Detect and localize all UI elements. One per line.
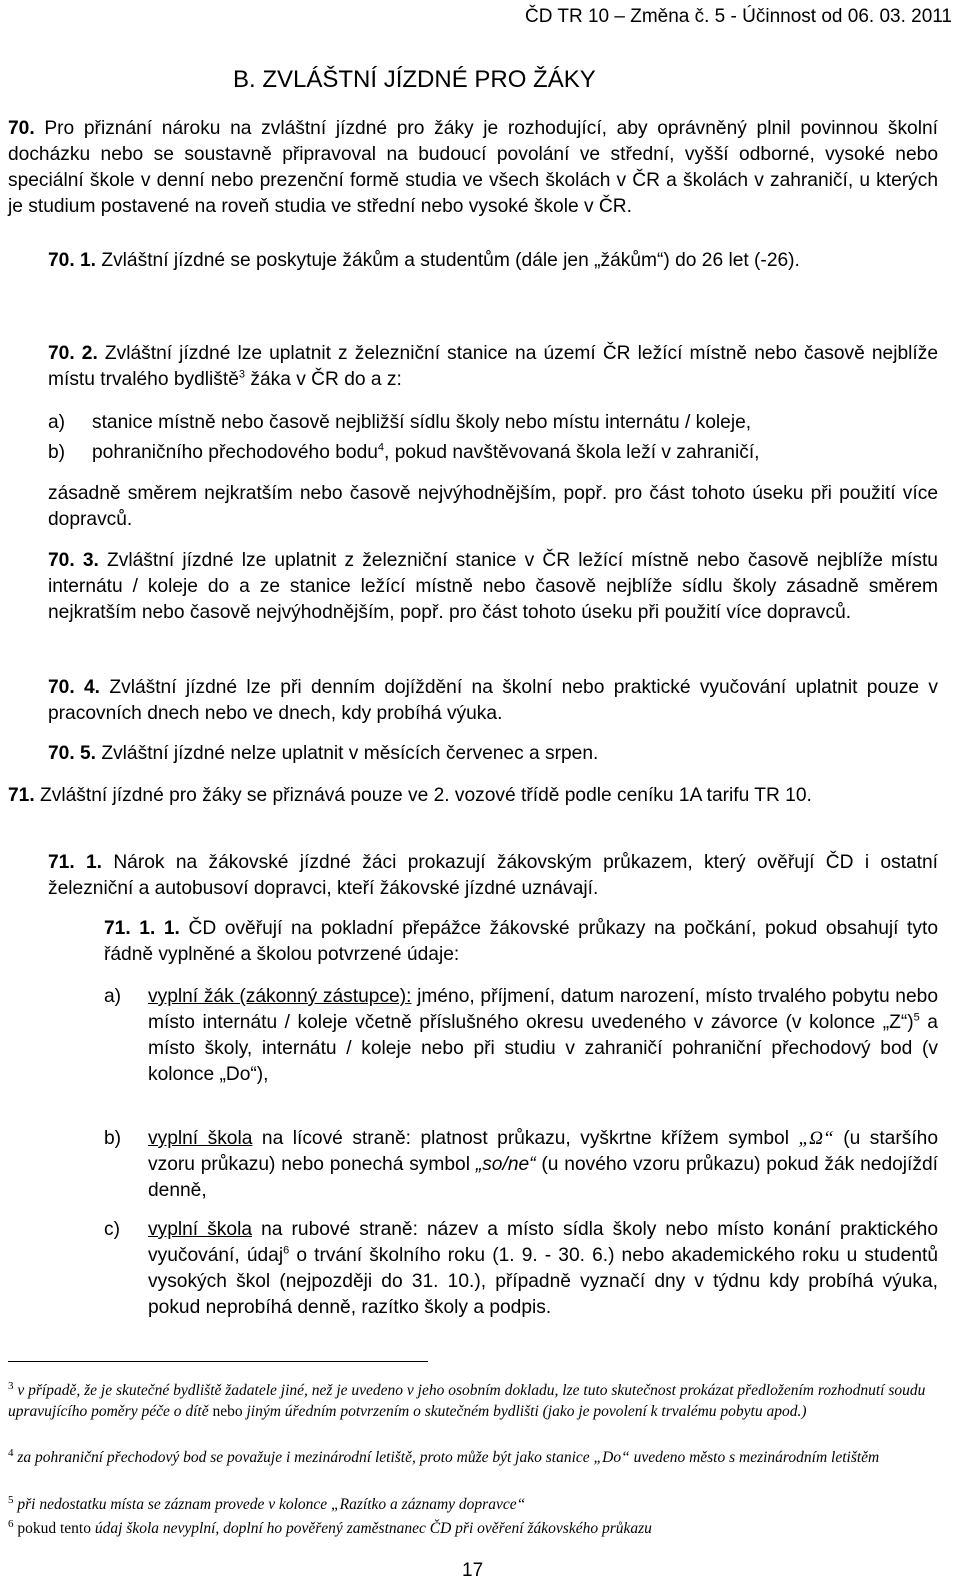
footnote-text: v případě, že je skutečné bydliště žadatele jiné, než je uvedeno v jeho osobním dokladu, lze tuto skutečnost prokázat předložením rozhodnutí soudu upravujícího poměry péče o dítě [8, 1382, 926, 1420]
omega-symbol: „Ω“ [798, 1128, 834, 1149]
footnote-divider [8, 1361, 428, 1362]
list-text: pohraničního přechodového bodu [92, 442, 378, 463]
page-number: 17 [462, 1560, 484, 1581]
footnote-ref: 6 [283, 1244, 290, 1257]
paragraph-text: Zvláštní jízdné lze při denním dojíždění na školní nebo praktické vyučování uplatnit pouze v pracovních dnech nebo ve dnech, kdy probíhá výuka. [48, 677, 938, 724]
paragraph-text: Zvláštní jízdné lze uplatnit z železniční stanice v ČR ležící místně nebo časově nejblíže místu internátu / koleje do a ze stanice ležící místně nebo časově nejblíže sídlu školy zásadně směrem nejkratším nebo časově nejvýhodnějším, popř. pro část tohoto úseku při použití více dopravců. [48, 550, 938, 623]
footnote-4 [8, 1447, 938, 1468]
footnote-3 [8, 1380, 938, 1422]
list-text: (u staršího vzoru průkazu) nebo ponechá symbol [148, 1128, 938, 1175]
paragraph-text: ČD ověřují na pokladní přepážce žákovské průkazy na počkání, pokud obsahují tyto řádně vyplněné a školou potvrzené údaje: [104, 918, 938, 965]
footnote-number: 6 [8, 1517, 14, 1530]
footnote-ref: 4 [377, 441, 385, 454]
list-label: a) [48, 412, 66, 433]
list-item-70-2-a: stanice místně nebo časově nejbližší sídlu školy nebo místu internátu / koleje, [92, 412, 752, 433]
footnote-text: při nedostatku místa se záznam provede v kolonce „Razítko a záznamy dopravce“ [13, 1496, 526, 1513]
footnote-text: nebo [212, 1403, 243, 1420]
footnote-number: 4 [8, 1446, 14, 1459]
paragraph-70-3 [48, 548, 938, 626]
paragraph-label: 70. [8, 118, 35, 139]
list-text: (u nového vzoru průkazu) pokud žák nedojíždí denně, [148, 1154, 938, 1201]
paragraph-70-1 [48, 248, 938, 274]
paragraph-text: Pro přiznání nároku na zvláštní jízdné pro žáky je rozhodující, aby oprávněný plnil povinnou školní docházku nebo se soustavně připravoval na budoucí povolání ve střední, vyšší odborné, vysoké nebo speciální škole v denní nebo prezenční formě studia ve všech školách v ČR a školách v zahraničí, u kterých je studium postavené na roveň studia ve střední nebo vysoké škole v ČR. [8, 118, 938, 217]
paragraph-70-5 [48, 741, 938, 767]
list-label: b) [48, 442, 66, 463]
list-text: jméno, příjmení, datum narození, místo trvalého pobytu nebo místo internátu / koleje včetně příslušného okresu uvedeného v závorce (v kolonce „Z“) [148, 986, 938, 1033]
paragraph-label: 70. 1. [48, 250, 97, 271]
list-item-70-2-b [92, 440, 938, 466]
list-label: c) [104, 1219, 120, 1240]
paragraph-label: 71. 1. 1. [104, 918, 180, 939]
paragraph-label: 71. 1. [48, 852, 102, 873]
list-item-71-1-1-b [148, 1126, 938, 1204]
footnote-text: jiným úředním potvrzením o skutečném bydlišti (jako je povolení k trvalému pobytu apod.) [242, 1403, 807, 1420]
footnote-text: za pohraniční přechodový bod se považuje i mezinárodní letiště, proto může být jako stanice „Do“ uvedeno město s mezinárodním letištěm [13, 1449, 880, 1466]
list-text: na rubové straně: název a místo sídla školy nebo místo konání praktického vyučování, údaj [148, 1219, 938, 1266]
footnote-ref: 3 [238, 368, 246, 381]
sone-symbol: „so/ne“ [475, 1154, 536, 1175]
paragraph-label: 70. 5. [48, 743, 97, 764]
list-heading: vyplní škola [148, 1219, 252, 1240]
paragraph-text: Zvláštní jízdné pro žáky se přiznává pouze ve 2. vozové třídě podle ceníku 1A tarifu TR 10. [40, 785, 812, 806]
paragraph-text: Zvláštní jízdné se poskytuje žákům a studentům (dále jen „žákům“) do 26 let (-26). [101, 250, 800, 271]
footnote-5 [8, 1494, 938, 1515]
paragraph-71-1-1 [104, 916, 938, 968]
list-label: b) [104, 1128, 122, 1149]
footnote-text: údaj škola nevyplní, doplní ho pověřený zaměstnanec ČD při ověření žákovského průkazu [94, 1520, 652, 1537]
paragraph-70-2-tail: zásadně směrem nejkratším nebo časově nejvýhodnějším, popř. pro část tohoto úseku při použití více dopravců. [48, 483, 938, 530]
document-header: ČD TR 10 – Změna č. 5 - Účinnost od 06. 03. 2011 [524, 6, 952, 27]
paragraph-71 [8, 783, 938, 809]
paragraph-label: 71. [8, 785, 35, 806]
list-text: na lícové straně: platnost průkazu, vyškrtne křížem symbol [252, 1128, 799, 1149]
section-title: B. ZVLÁŠTNÍ JÍZDNÉ PRO ŽÁKY [233, 66, 596, 93]
footnote-6 [8, 1518, 938, 1539]
paragraph-71-1 [48, 850, 938, 902]
list-heading: vyplní škola [148, 1128, 253, 1149]
list-item-71-1-1-c [148, 1217, 938, 1321]
paragraph-label: 70. 4. [48, 677, 101, 698]
list-text: , pokud navštěvovaná škola leží v zahraničí, [384, 442, 760, 463]
paragraph-label: 70. 3. [48, 550, 99, 571]
paragraph-text: Zvláštní jízdné lze uplatnit z železniční stanice na území ČR ležící místně nebo časově nejblíže místu trvalého bydliště [48, 343, 939, 390]
paragraph-label: 70. 2. [48, 343, 98, 364]
paragraph-70-4 [48, 675, 938, 727]
list-label: a) [104, 986, 122, 1007]
paragraph-text: Zvláštní jízdné nelze uplatnit v měsících červenec a srpen. [101, 743, 599, 764]
footnote-number: 3 [8, 1379, 14, 1392]
list-text: a místo školy, internátu / koleje nebo při studiu v zahraničí pohraniční přechodový bod (v kolonce „Do“), [148, 1012, 938, 1085]
paragraph-70-2 [48, 341, 938, 393]
paragraph-70 [8, 116, 938, 220]
footnote-text: pokud tento [13, 1520, 95, 1537]
list-item-71-1-1-a [148, 984, 938, 1088]
paragraph-text: Nárok na žákovské jízdné žáci prokazují žákovským průkazem, který ověřují ČD i ostatní železniční a autobusoví dopravci, kteří žákovské jízdné uznávají. [48, 852, 938, 899]
paragraph-text: žáka v ČR do a z: [245, 369, 402, 390]
footnote-ref: 5 [913, 1011, 920, 1024]
footnote-number: 5 [8, 1493, 14, 1506]
list-text: o trvání školního roku (1. 9. - 30. 6.) nebo akademického roku u studentů vysokých škol (nejpozději do 31. 10.), případně vyznačí dny v týdnu kdy probíhá výuka, pokud neprobíhá denně, razítko školy a podpis. [148, 1245, 938, 1318]
list-heading: vyplní žák (zákonný zástupce): [148, 986, 412, 1007]
